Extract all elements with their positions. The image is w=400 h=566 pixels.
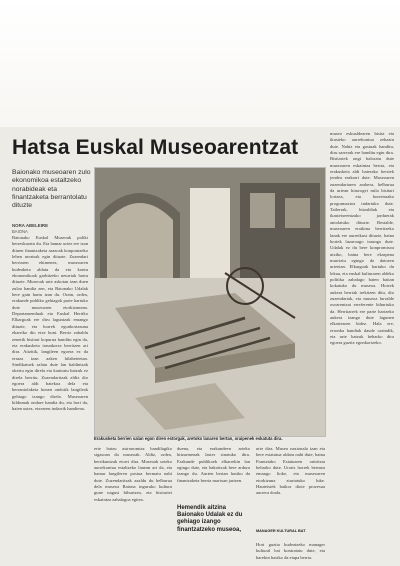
article-column-4: urte dira. Museo nazionala izan eta bere estatutua aldatu nahi dute, baina Frantziako Estatuaren oniritzia beharko dute. Urrats horrek bermea emango lioke, eta museoaren etorkizuna ziurtatuko luke. Hautetsiek baikor diote prozesua aurrera doala. xyxy=(256,446,325,496)
subheadline: Baionako museoaren zulo ekonomikoa estaltzeko norabideak eta finantzaketa berrantolatu dituzte xyxy=(12,169,91,210)
newspaper-page xyxy=(0,127,400,566)
article-column-4-continued: Hori guztia kudeatzeko manager kultural bat kontratatu dute, eta harekin hasiko da etapa berria. xyxy=(256,542,325,560)
article-column-1: Baionako Euskal Museoak poliki berreskuratu du. Eta hamar urtez ere izan dituen finantzaketa arazoak konpontzeko lehen urratsak egin dituzte. Zuzendari berriaren ekimenez, museoaren kudeaketa aldatu da eta kontu ekonomikoak garbitzeko neurriak hartu dituzte. Museoak urte askotan izan duen zuloa handia zen, eta Baionako Udalak bere gain hartu izan du. Orain, ordea, erakunde publiko gehiagok parte hartuko dute museoaren etorkizunean. Departamenduak eta Euskal Herriko Elkargoak ere diru laguntzak emango dituzte, eta horrek egonkortasuna ekarriko dio etxe honi. Berriz zabaldu zenetik bisitari kopurua handitu egin da, eta erakusketa iraunkorra berritzen ari dira. Aitzitik, langileen egoera ez da erraza izan azken hilabeteetan. Sindikatuek salatu dute lan baldintzak okertu egin direla eta kontratu batzuk ez direla berritu. Zuzendaritzak aldiz dio egoera aldi batekoa dela eta berrantolaketa honen ondotik langileak gehiago izango direla. Museoaren bildumak ondare handia du, eta hori da, haien ustez, etxearen indarrik handiena. xyxy=(12,235,88,412)
headline: Hatsa Euskal Museoarentzat xyxy=(12,136,299,159)
byline-location: BAIONA xyxy=(12,229,28,234)
article-column-3: duena, eta erakundeen arteko hitzarmenak laster sinatuko dira. Erakunde publikoek elkarrekin lan egingo dute, eta bakoitzak bere ardura izango du. Aurten bertan hasiko da finantzaketa berria martxan jartzen. xyxy=(177,446,250,483)
article-column-5: museo eskualdearen bisita eta ikusteko aurrekontua zehaztu dute. Nahiz eta gastuak handitu, diru sarrerak ere handitu egin dira. Bisitariek ongi baloratu dute museoaren eskaintza berria, eta erakusketa aldi baterako berriek jendea erakarri dute. Museoaren zuzendariaren arabera, helburua da urtean hirurogei mila bisitari lortzea, eta horretarako programazioa indartuko dute. Tailerrak, hitzaldiak eta ikastetxeentzako jarduerak antolatuko dituzte. Bestalde, museoaren eraikina berritzeko lanak ere aurreikusi dituzte, baina horiek luzaroago iraungo dute. Udalak ez du bere konpromisoa utziko, baina bere ekarpena murriztu egingo da datozen urteetan. Elkargoak hartuko du lekua, eta euskal kulturaren aldeko politika zabalago baten baitan kokatuko du museoa. Horrek aukera berriak irekitzen ditu, dio zuzendariak, eta museoa lurralde osoarentzat erreferente bihurtuko da. Herritarrek ere parte hartzeko aukera izango dute lagunen elkartearen bidez. Hala ere, erronka handiak daude oraindik, eta urte batzuk beharko dira egoera guztiz egonkortzeko. xyxy=(330,131,394,346)
article-column-2: erte batzu astronomiaz bandilagiko sigasoan du museoak. Aldiz, ordea, berrikuntzak etorri dira. Museoak urteko aurrekontua estaltzeko lanean ari da, eta hamar langileren postua bermatu nahi dute. Zuzendaritzak azaldu du helburua dela museoa Baiona inguruko kultura gune nagusi bihurtzea, eta bisitariei eskaintza zabalagoa egitea. xyxy=(94,446,172,502)
museum-photo xyxy=(94,167,326,437)
pull-quote: Hemendik aitzina Baionako Udalak ez du gehiago izango finantzatzeko museoa, xyxy=(177,505,250,534)
photo-caption: Erakusketa berrien salan egon diren estorgak, aretoko lanaren bertan, oraipenek eskatuta dira. xyxy=(94,436,283,441)
byline-author: NORA ABELEIRE xyxy=(12,223,49,228)
background-top xyxy=(0,0,400,127)
section-subtitle: MANAGER KULTURAL BAT xyxy=(256,529,306,533)
